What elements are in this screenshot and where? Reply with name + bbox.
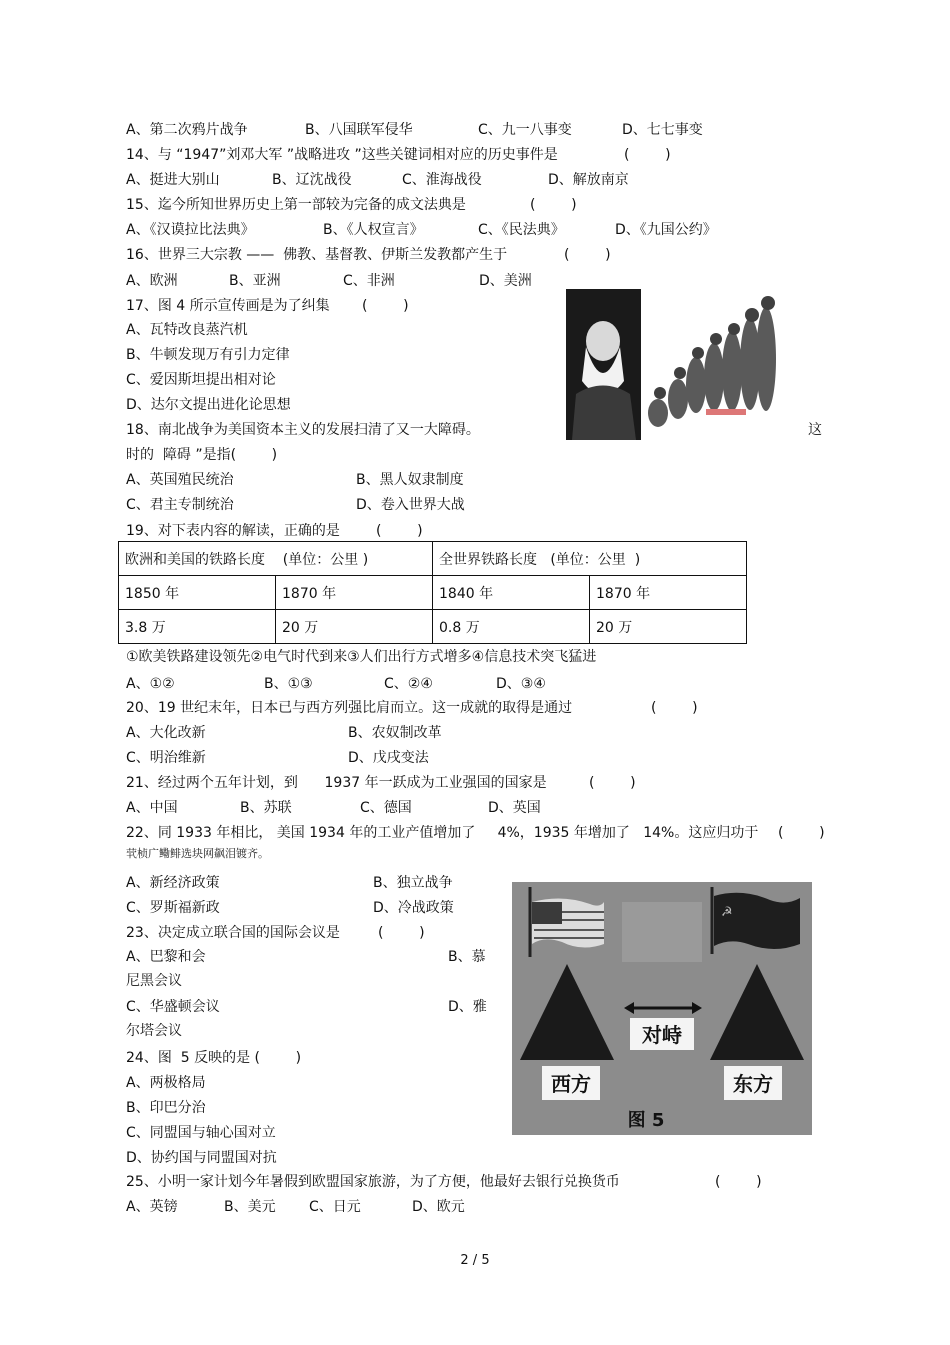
page-number: 2 / 5: [460, 1253, 490, 1268]
question-16-blank: ( ): [564, 247, 611, 263]
garbled-note: 茕桢广鳓鲱选块网飙泪镀齐。: [126, 847, 269, 860]
q20-option-c: C、明治维新: [126, 750, 206, 766]
q13-option-b: B、八国联军侵华: [305, 122, 413, 138]
question-21-blank: ( ): [589, 775, 636, 791]
table-cell: 1870 年: [590, 576, 747, 610]
q15-option-b: B、《人权宣言》: [323, 222, 424, 238]
question-22: 22、同 1933 年相比， 美国 1934 年的工业产值增加了 4%，1935 年增加了 14%。这应归功于: [126, 825, 759, 841]
railway-length-table: [118, 541, 747, 644]
question-20: 20、19 世纪末年，日本已与西方列强比肩而立。这一成就的取得是通过: [126, 700, 573, 716]
question-20-blank: ( ): [651, 700, 698, 716]
table-row: [119, 576, 747, 610]
q21-option-a: A、中国: [126, 800, 178, 816]
q21-option-b: B、苏联: [240, 800, 292, 816]
question-19-statements: ①欧美铁路建设领先②电气时代到来③人们出行方式增多④信息技术突飞猛进: [126, 649, 597, 665]
question-23-blank: ( ): [378, 925, 425, 941]
q14-option-a: A、挺进大别山: [126, 172, 220, 188]
table-cell: 1870 年: [276, 576, 433, 610]
q16-option-a: A、欧洲: [126, 273, 178, 289]
q24-option-b: B、印巴分治: [126, 1100, 206, 1116]
q13-option-c: C、九一八事变: [478, 122, 572, 138]
q18-option-d: D、卷入世界大战: [356, 497, 465, 513]
q23-option-c: C、华盛顿会议: [126, 999, 220, 1015]
table-cell: 20 万: [590, 610, 747, 644]
q17-option-a: A、瓦特改良蒸汽机: [126, 322, 248, 338]
question-19-blank: ( ): [376, 523, 423, 539]
west-label: 西方: [551, 1072, 591, 1096]
q23-option-d-cont: 尔塔会议: [126, 1023, 182, 1039]
q19-option-a: A、①②: [126, 676, 175, 692]
question-23: 23、决定成立联合国的国际会议是: [126, 925, 340, 941]
table-cell: 1840 年: [433, 576, 590, 610]
q22-option-b: B、独立战争: [373, 875, 453, 891]
q19-option-d: D、③④: [496, 676, 546, 692]
q19-option-c: C、②④: [384, 676, 433, 692]
q16-option-c: C、非洲: [343, 273, 395, 289]
q22-option-a: A、新经济政策: [126, 875, 220, 891]
q14-option-c: C、淮海战役: [402, 172, 482, 188]
q25-option-a: A、英镑: [126, 1199, 178, 1215]
question-15: 15、迄今所知世界历史上第一部较为完备的成文法典是: [126, 197, 466, 213]
q20-option-a: A、大化改新: [126, 725, 206, 741]
confront-label: 对峙: [642, 1023, 682, 1047]
q15-option-a: A、《汉谟拉比法典》: [126, 222, 255, 238]
question-17: 17、图 4 所示宣传画是为了纠集: [126, 298, 330, 314]
east-label: 东方: [733, 1072, 773, 1096]
table-cell: 1850 年: [119, 576, 276, 610]
question-19: 19、对下表内容的解读，正确的是: [126, 523, 340, 539]
question-16: 16、世界三大宗教 —— 佛教、基督教、伊斯兰发教都产生于: [126, 247, 508, 263]
q21-option-d: D、英国: [488, 800, 541, 816]
table-header-europe-us: 欧洲和美国的铁路长度 (单位：公里 ): [119, 542, 433, 576]
q16-option-b: B、亚洲: [229, 273, 281, 289]
q13-option-a: A、第二次鸦片战争: [126, 122, 248, 138]
q22-option-d: D、冷战政策: [373, 900, 454, 916]
question-25-blank: ( ): [715, 1174, 762, 1190]
question-22-blank: ( ): [778, 825, 825, 841]
q25-option-b: B、美元: [224, 1199, 276, 1215]
question-14-blank: ( ): [624, 147, 671, 163]
table-header-world: 全世界铁路长度 (单位：公里 ): [433, 542, 747, 576]
q18-option-c: C、君主专制统治: [126, 497, 234, 513]
table-cell: 3.8 万: [119, 610, 276, 644]
q25-option-c: C、日元: [309, 1199, 361, 1215]
q14-option-d: D、解放南京: [548, 172, 629, 188]
q20-option-d: D、戊戌变法: [348, 750, 429, 766]
question-25: 25、小明一家计划今年暑假到欧盟国家旅游，为了方便，他最好去银行兑换货币: [126, 1174, 620, 1190]
question-17-blank: ( ): [362, 298, 409, 314]
question-18-tail: 这: [808, 422, 822, 438]
svg-text:☭: ☭: [721, 905, 733, 920]
question-15-blank: ( ): [530, 197, 577, 213]
question-14: 14、与 “1947”刘邓大军 ”战略进攻 ”这些关键词相对应的历史事件是: [126, 147, 558, 163]
q23-option-b: B、慕: [448, 949, 486, 965]
q23-option-a: A、巴黎和会: [126, 949, 206, 965]
q23-option-b-cont: 尼黑会议: [126, 973, 182, 989]
q13-option-d: D、七七事变: [622, 122, 703, 138]
figure-5-caption: 图 5: [627, 1110, 665, 1131]
question-18-cont: 时的 障碍 ”是指( ): [126, 447, 278, 463]
q24-option-c: C、同盟国与轴心国对立: [126, 1125, 276, 1141]
q25-option-d: D、欧元: [412, 1199, 465, 1215]
question-18: 18、南北战争为美国资本主义的发展扫清了又一大障碍。: [126, 422, 480, 438]
table-cell: 0.8 万: [433, 610, 590, 644]
figure-4-evolution-image: [566, 289, 784, 440]
q15-option-d: D、《九国公约》: [615, 222, 717, 238]
q19-option-b: B、①③: [264, 676, 313, 692]
q22-option-c: C、罗斯福新政: [126, 900, 220, 916]
q24-option-d: D、协约国与同盟国对抗: [126, 1150, 277, 1166]
q21-option-c: C、德国: [360, 800, 412, 816]
q16-option-d: D、美洲: [479, 273, 532, 289]
q17-option-c: C、爱因斯坦提出相对论: [126, 372, 276, 388]
table-row: [119, 610, 747, 644]
question-24: 24、图 5 反映的是 ( ): [126, 1050, 302, 1066]
figure-5-cold-war-image: [512, 882, 812, 1135]
q17-option-d: D、达尔文提出进化论思想: [126, 397, 291, 413]
q18-option-a: A、英国殖民统治: [126, 472, 234, 488]
table-row: [119, 542, 747, 576]
q14-option-b: B、辽沈战役: [272, 172, 352, 188]
q17-option-b: B、牛顿发现万有引力定律: [126, 347, 290, 363]
q18-option-b: B、黑人奴隶制度: [356, 472, 464, 488]
question-21: 21、经过两个五年计划，到 1937 年一跃成为工业强国的国家是: [126, 775, 547, 791]
q20-option-b: B、农奴制改革: [348, 725, 442, 741]
q24-option-a: A、两极格局: [126, 1075, 206, 1091]
q23-option-d: D、雅: [448, 999, 487, 1015]
q15-option-c: C、《民法典》: [478, 222, 565, 238]
table-cell: 20 万: [276, 610, 433, 644]
